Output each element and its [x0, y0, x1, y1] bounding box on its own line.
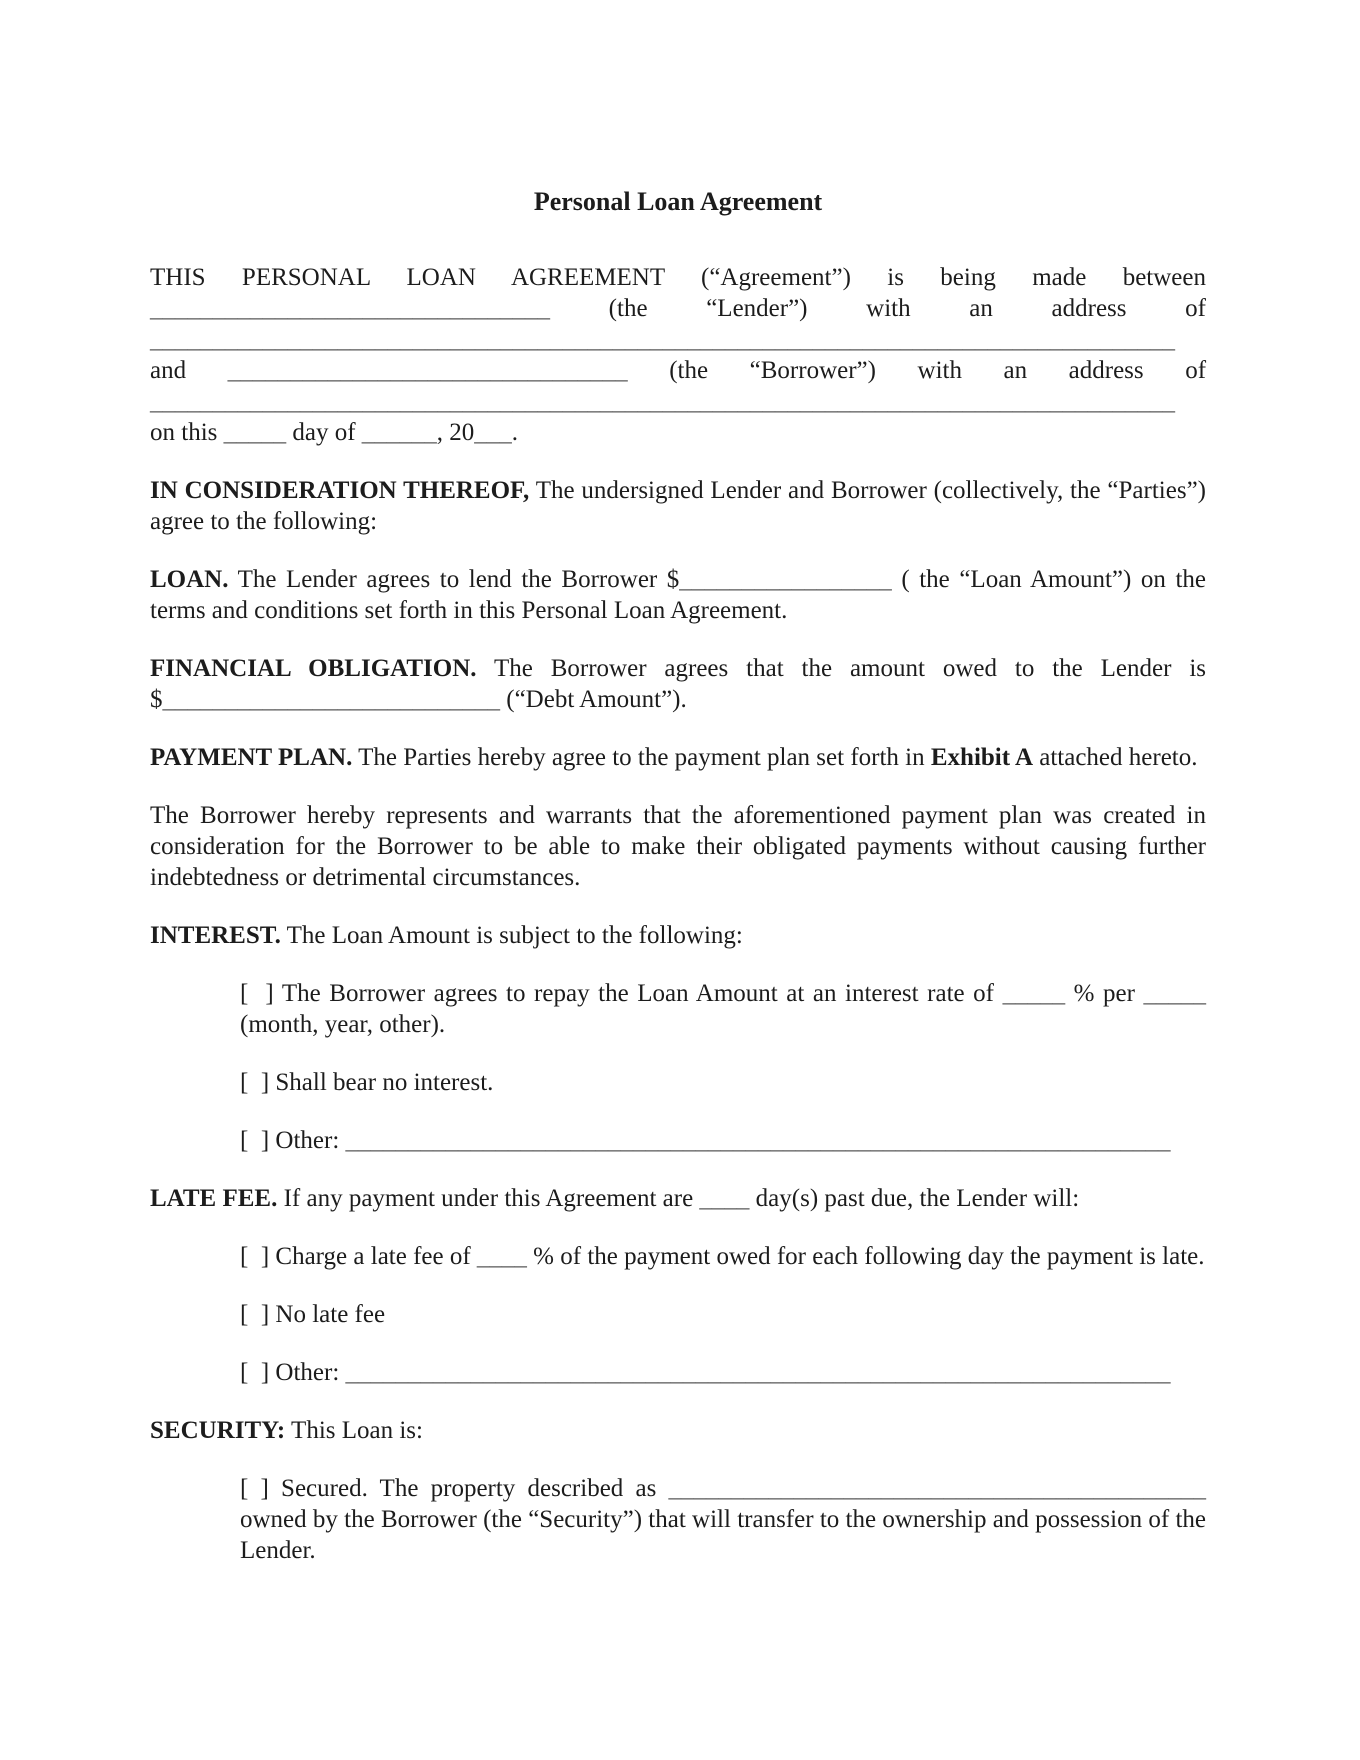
payment-plan-paragraph [150, 742, 1206, 773]
interest-text: The Loan Amount is subject to the following: [286, 922, 743, 949]
month-blank: ______ [361, 419, 437, 446]
lender-clause: (the “Lender”) with an address of [608, 295, 1206, 322]
late-fee-heading [150, 1183, 1206, 1214]
checkbox: [ ] [240, 1475, 269, 1502]
interest-period-blank: _____ [1143, 980, 1207, 1007]
interest-rate-text-mid: % per [1073, 980, 1135, 1007]
interest-label: INTEREST. [150, 922, 281, 949]
borrower-clause: (the “Borrower”) with an address of [669, 357, 1207, 384]
late-fee-percent-blank: ____ [476, 1243, 527, 1270]
intro-period: . [511, 419, 519, 446]
debt-amount-blank: ___________________________ [162, 686, 500, 713]
lender-address-blank: __________________________________________________________________________________ [150, 326, 1175, 353]
interest-other-label: Other: [275, 1127, 340, 1154]
year-blank: ___ [474, 419, 512, 446]
checkbox: [ ] [240, 1301, 270, 1328]
financial-obligation-label: FINANCIAL OBLIGATION. [150, 655, 477, 682]
financial-obligation-text-before: The Borrower agrees that the amount owed to the Lender is $ [150, 655, 1206, 713]
loan-label: LOAN. [150, 566, 229, 593]
interest-rate-text-before: The Borrower agrees to repay the Loan Amount at an interest rate of [281, 980, 995, 1007]
warranty-paragraph [150, 800, 1206, 893]
interest-option-other [240, 1125, 1206, 1156]
checkbox: [ ] [240, 980, 274, 1007]
no-interest-text: Shall bear no interest. [275, 1069, 494, 1096]
loan-text-before: The Lender agrees to lend the Borrower $ [237, 566, 680, 593]
late-fee-option-none [240, 1299, 1206, 1330]
secured-text-before: Secured. The property described as [281, 1475, 657, 1502]
borrower-address-blank: __________________________________________________________________________________ [150, 388, 1175, 415]
loan-paragraph [150, 564, 1206, 626]
borrower-name-blank: ________________________________ [227, 357, 628, 384]
interest-rate-text-after: (month, year, other). [240, 1011, 446, 1038]
late-fee-text-before: If any payment under this Agreement are [283, 1185, 694, 1212]
late-fee-days-blank: ____ [699, 1185, 750, 1212]
security-label: SECURITY: [150, 1417, 286, 1444]
consideration-label: IN CONSIDERATION THEREOF, [150, 477, 530, 504]
document-title: Personal Loan Agreement [533, 187, 823, 216]
interest-rate-blank: _____ [1002, 980, 1066, 1007]
late-fee-option-other [240, 1357, 1206, 1388]
date-lead: on this [150, 419, 218, 446]
security-text: This Loan is: [291, 1417, 423, 1444]
late-fee-other-blank: __________________________________________________________________ [345, 1359, 1171, 1386]
and-word: and [150, 357, 187, 384]
late-fee-other-label: Other: [275, 1359, 340, 1386]
late-fee-label: LATE FEE. [150, 1185, 278, 1212]
late-fee-charge-text-before: Charge a late fee of [275, 1243, 471, 1270]
checkbox: [ ] [240, 1243, 270, 1270]
exhibit-a-reference: Exhibit A [930, 744, 1033, 771]
comma-20: , 20 [436, 419, 475, 446]
security-property-blank: ___________________________________________ [668, 1475, 1207, 1502]
loan-amount-blank: _________________ [679, 566, 892, 593]
day-of: day of [292, 419, 356, 446]
consideration-text: The undersigned Lender and Borrower (collectively, the “Parties”) agree to the following: [150, 477, 1206, 535]
checkbox: [ ] [240, 1127, 270, 1154]
security-option-secured [240, 1473, 1206, 1566]
secured-text-after: owned by the Borrower (the “Security”) that will transfer to the ownership and possession of the Lender. [240, 1506, 1206, 1564]
interest-other-blank: __________________________________________________________________ [345, 1127, 1171, 1154]
financial-obligation-paragraph [150, 653, 1206, 715]
lender-name-blank: ________________________________ [150, 295, 550, 322]
intro-paragraph [150, 262, 1206, 448]
security-heading [150, 1415, 1206, 1446]
warranty-text: The Borrower hereby represents and warrants that the aforementioned payment plan was created in consideration for the Borrower to be able to make their obligated payments without causing further indebtedness or detrimental circumstances. [150, 802, 1206, 891]
checkbox: [ ] [240, 1069, 270, 1096]
intro-opening: THIS PERSONAL LOAN AGREEMENT (“Agreement”) is being made between [150, 264, 1206, 291]
late-fee-charge-text-after: % of the payment owed for each following day the payment is late. [533, 1243, 1205, 1270]
late-fee-option-charge [240, 1241, 1206, 1272]
loan-text-after: ( the “Loan Amount”) on the terms and conditions set forth in this Personal Loan Agreement. [150, 566, 1206, 624]
interest-option-no-interest [240, 1067, 1206, 1098]
payment-plan-label: PAYMENT PLAN. [150, 744, 353, 771]
late-fee-text-after: day(s) past due, the Lender will: [755, 1185, 1080, 1212]
financial-obligation-text-after: (“Debt Amount”). [506, 686, 687, 713]
interest-option-rate [240, 978, 1206, 1040]
payment-plan-text-before: The Parties hereby agree to the payment plan set forth in [358, 744, 925, 771]
interest-heading [150, 920, 1206, 951]
payment-plan-text-after: attached hereto. [1039, 744, 1198, 771]
day-blank: _____ [223, 419, 287, 446]
no-late-fee-text: No late fee [275, 1301, 386, 1328]
consideration-paragraph [150, 475, 1206, 537]
checkbox: [ ] [240, 1359, 270, 1386]
